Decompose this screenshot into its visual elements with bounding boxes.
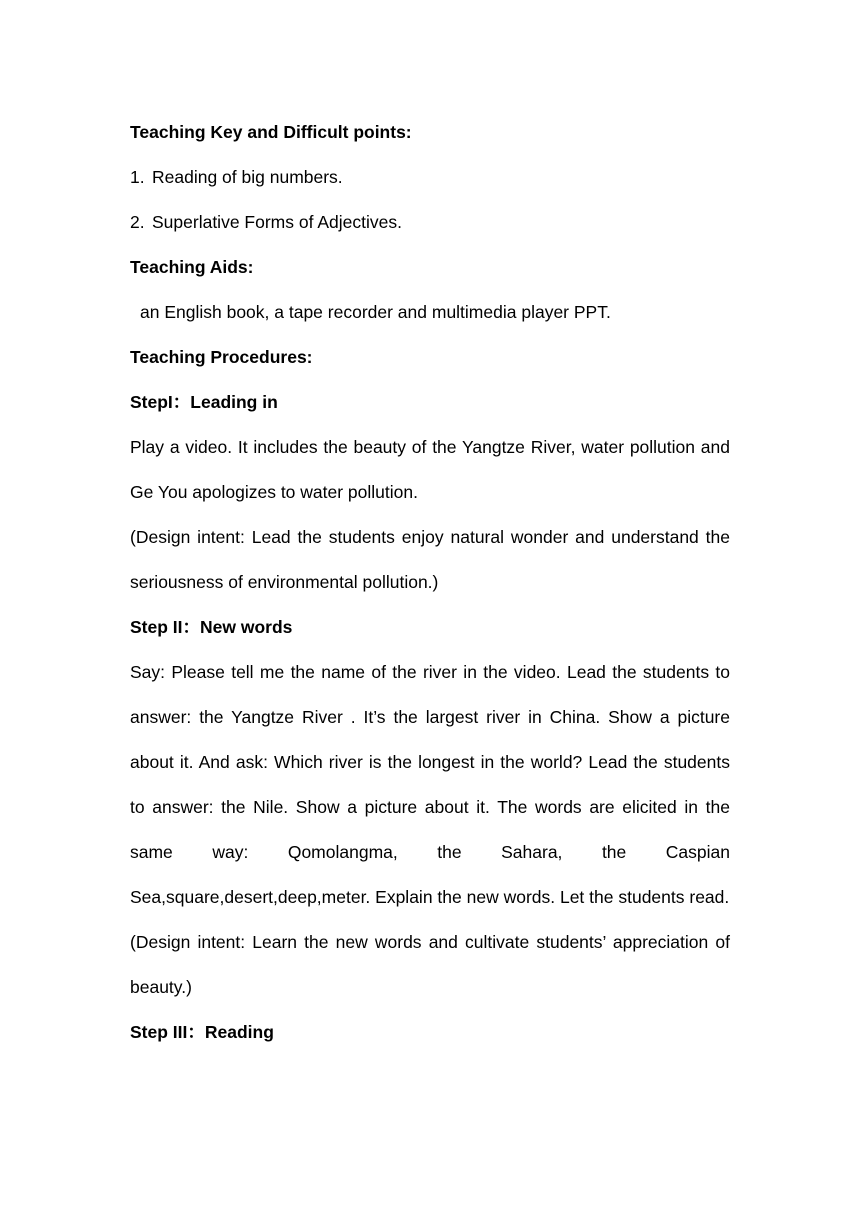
step2-heading: Step II：New words <box>130 617 293 637</box>
step1-design-intent: (Design intent: Lead the students enjoy natural wonder and understand the seriousness of environmental pollution.) <box>130 527 730 592</box>
list-text: Reading of big numbers. <box>152 167 343 187</box>
step1-heading: StepI：Leading in <box>130 392 278 412</box>
aids-heading: Teaching Aids: <box>130 257 254 277</box>
document-page <box>130 110 730 1055</box>
step2-paragraph: Say: Please tell me the name of the river in the video. Lead the students to answer: the Yangtze River . It’s the largest river in China. Show a picture about it. And ask: Which river is the longest in the world? Lead the students to answer: the Nile. Show a picture about it. The words are elicited in the same way: Qomolangma, the Sahara, the Caspian Sea,square,desert,deep,meter. Explain the new words. Let the students read. <box>130 662 730 907</box>
step1-paragraph: Play a video. It includes the beauty of the Yangtze River, water pollution and Ge You apologizes to water pollution. <box>130 437 730 502</box>
step3-heading: Step III：Reading <box>130 1022 274 1042</box>
aids-text: an English book, a tape recorder and multimedia player PPT. <box>140 302 611 322</box>
step2-design-intent: (Design intent: Learn the new words and cultivate students’ appreciation of beauty.) <box>130 932 730 997</box>
list-text: Superlative Forms of Adjectives. <box>152 212 402 232</box>
list-number: 2. <box>130 212 145 232</box>
procedures-heading: Teaching Procedures: <box>130 347 313 367</box>
key-points-heading: Teaching Key and Difficult points: <box>130 122 412 142</box>
list-item <box>130 200 730 245</box>
list-number: 1. <box>130 167 145 187</box>
list-item <box>130 155 730 200</box>
